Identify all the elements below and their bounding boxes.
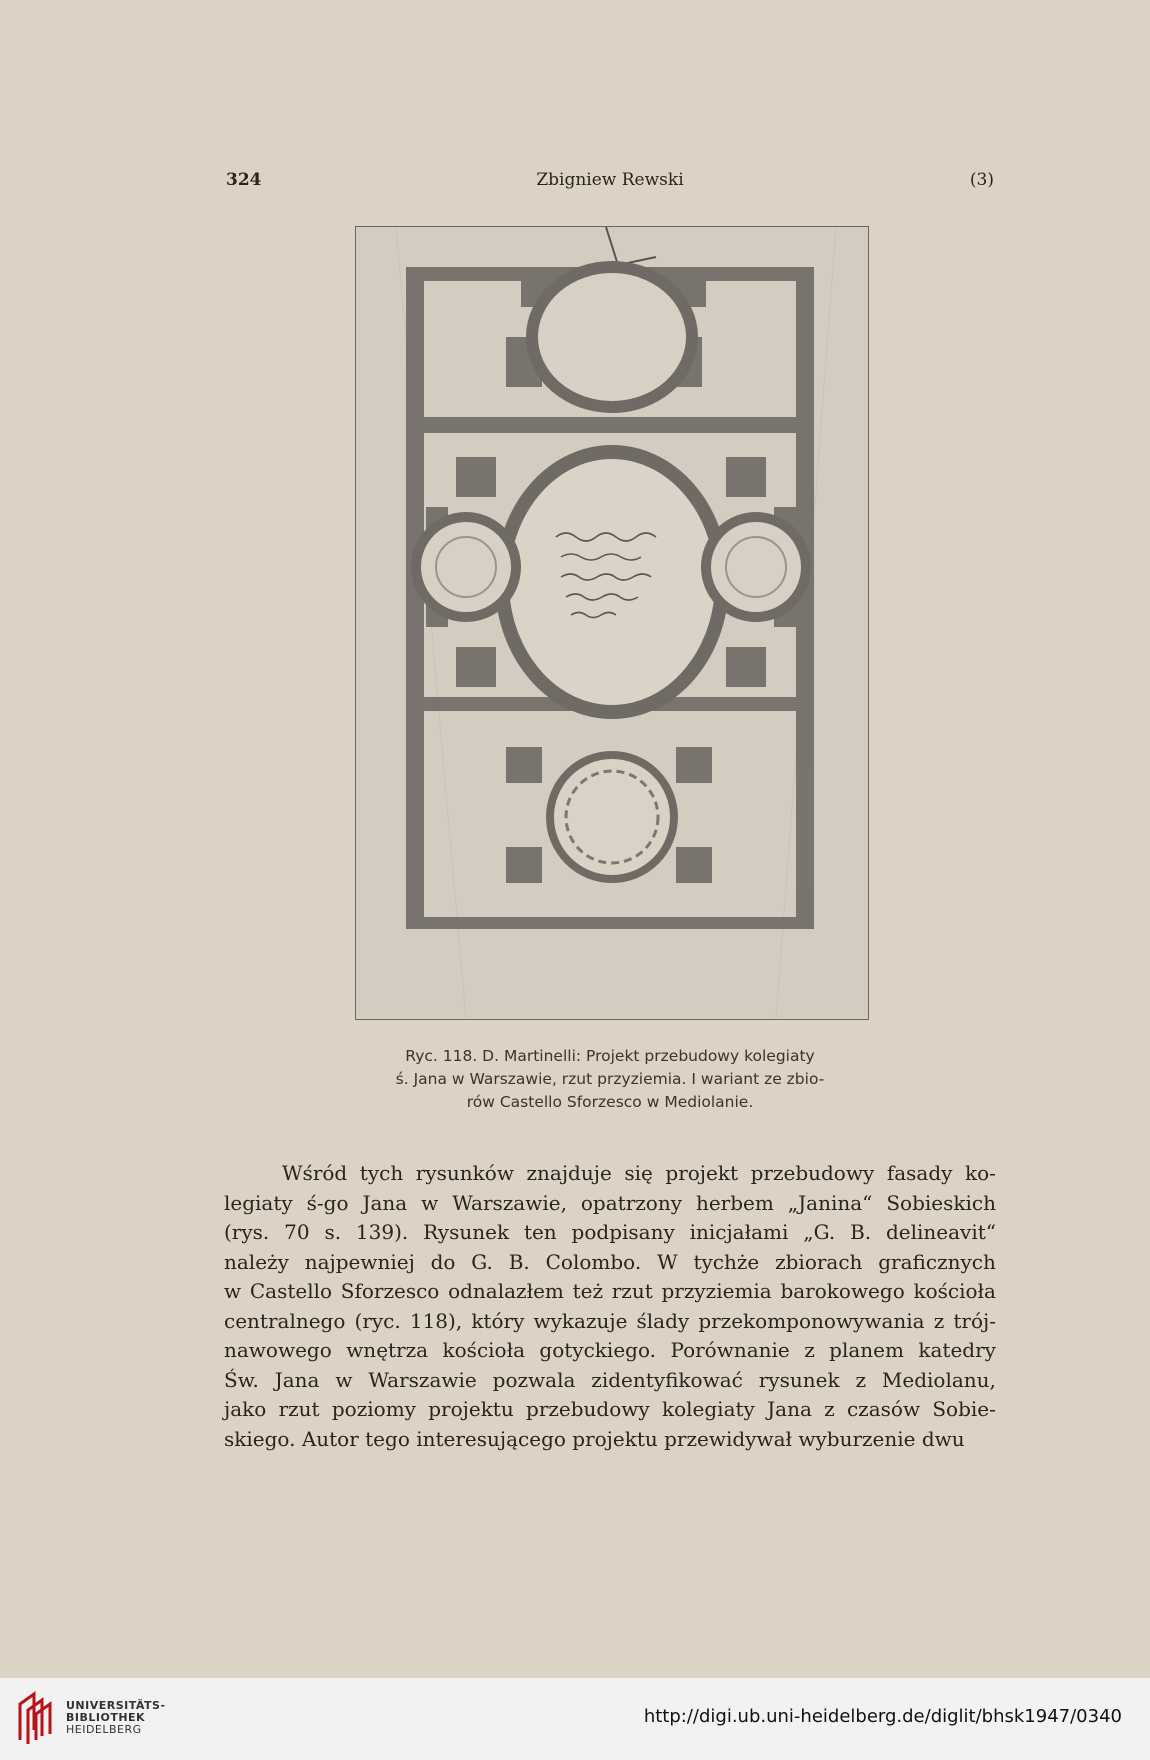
body-word: nawowego [224,1338,332,1362]
body-word: poziomy [331,1397,416,1421]
body-word: 70 [284,1220,310,1244]
body-word: kościoła [442,1338,525,1362]
library-name-line: UNIVERSITÄTS- [66,1699,166,1712]
body-line [224,1248,996,1278]
floor-plan-figure [355,226,869,1020]
body-word: przekomponowywania [698,1308,925,1333]
body-word: (ryc. [354,1308,401,1333]
running-head [226,170,994,194]
body-line [224,1218,996,1248]
body-word: rzut [278,1397,320,1421]
body-line [224,1425,996,1455]
body-word: podpisany [571,1220,675,1244]
body-word: legiaty [224,1190,293,1215]
body-paragraph [224,1159,996,1454]
body-word: trój- [953,1308,996,1333]
digitization-footer [0,1678,1150,1760]
library-name [66,1700,166,1736]
figure-caption [340,1045,880,1114]
body-word: wnętrza [346,1338,429,1362]
body-word: projekt [665,1161,739,1185]
body-word: Sobieskich [886,1190,996,1215]
body-word: graficznych [878,1249,996,1274]
body-word: Porównanie [670,1338,790,1362]
body-word: Rysunek [423,1220,510,1244]
running-head-author: Zbigniew Rewski [536,170,684,190]
floor-plan-drawing [356,227,868,1019]
body-word: projektu [428,1397,514,1421]
body-word: G. [471,1249,493,1274]
body-word: Sforzesco [340,1279,440,1303]
body-word: planem [829,1338,904,1362]
body-word: do [430,1249,456,1274]
body-line [224,1277,996,1307]
library-name-line: HEIDELBERG [66,1723,142,1736]
body-word: fasady [886,1161,953,1185]
body-word: z [855,1367,866,1392]
body-word: rysunków [415,1161,514,1185]
body-word: przebudowy [750,1161,875,1185]
body-word: ślady [636,1308,690,1333]
body-word: wykazuje [533,1308,628,1333]
body-word: gotyckiego. [539,1338,657,1362]
body-word: barokowego [780,1279,905,1303]
body-word: B. [508,1249,530,1274]
running-head-part: (3) [969,170,994,190]
body-word: czasów [846,1397,921,1421]
body-word: zbiorach [775,1249,863,1274]
body-word: 139). [355,1220,409,1244]
body-word: przyziemia [661,1279,772,1303]
body-word: ś-go [306,1190,349,1215]
body-word: herbem [695,1190,774,1215]
body-word: z [804,1338,815,1362]
body-word: centralnego [224,1308,346,1333]
body-word: też [572,1279,604,1303]
body-line [224,1307,996,1337]
body-word: Jana [274,1367,320,1392]
body-word: Św. [224,1367,259,1392]
body-word: Warszawie [368,1367,477,1392]
body-word: przebudowy [526,1397,650,1421]
body-word: B. [850,1220,872,1244]
body-word: Sobie- [932,1397,996,1421]
body-line [224,1395,996,1425]
body-word: „G. [803,1220,836,1244]
body-word: w [224,1279,242,1303]
body-word: s. [324,1220,342,1244]
body-word: Wśród [282,1161,348,1185]
caption-line: rów Castello Sforzesco w Mediolanie. [466,1093,754,1111]
body-word: tych [359,1161,404,1185]
body-word: ten [523,1220,557,1244]
body-word: Jana [362,1190,408,1215]
permalink-url[interactable]: http://digi.ub.uni-heidelberg.de/diglit/bhsk1947/0340 [643,1706,1122,1727]
body-word: się [624,1161,653,1185]
body-word: z [824,1397,835,1421]
body-word: inicjałami [689,1220,789,1244]
body-word: rzut [611,1279,653,1303]
body-word: należy [224,1249,289,1274]
body-word: zidentyfikować [591,1367,743,1392]
body-word: w [421,1190,439,1215]
body-line [224,1159,996,1189]
body-word: pozwala [492,1367,576,1392]
body-word: odnalazłem [448,1279,564,1303]
body-word: Colombo. [545,1249,642,1274]
library-name-line: BIBLIOTHEK [66,1711,146,1724]
body-word: 118), [409,1308,463,1333]
caption-line: Ryc. 118. D. Martinelli: Projekt przebudowy kolegiaty [405,1047,815,1065]
body-word: najpewniej [304,1249,415,1274]
body-line [224,1366,996,1396]
body-word: Mediolanu, [881,1367,996,1392]
body-word: Castello [249,1279,333,1303]
body-word: (rys. [224,1220,270,1244]
body-word: delineavit“ [885,1220,996,1244]
body-word: W [657,1249,678,1274]
body-word: kolegiaty [661,1397,755,1421]
body-word: w [335,1367,353,1392]
body-word: jako [224,1397,267,1421]
library-logo-icon [16,1690,56,1746]
body-word: rysunek [758,1367,840,1392]
body-word: tychże [693,1249,760,1274]
body-word: kościoła [913,1279,996,1303]
body-word: Jana [767,1397,812,1421]
body-line [224,1189,996,1219]
body-word: Warszawie, [452,1190,567,1215]
body-word: z [933,1308,945,1333]
body-word: ko- [965,1161,996,1185]
body-line [224,1336,996,1366]
body-line-text: skiego. Autor tego interesującego projektu przewidywał wyburzenie dwu [224,1426,965,1451]
page-number: 324 [226,170,262,190]
caption-line: ś. Jana w Warszawie, rzut przyziemia. I wariant ze zbio- [395,1070,825,1088]
body-word: znajduje [526,1161,612,1185]
body-word: katedry [918,1338,996,1362]
body-word: „Janina“ [787,1190,873,1215]
body-word: który [471,1308,525,1333]
body-word: opatrzony [580,1190,683,1215]
